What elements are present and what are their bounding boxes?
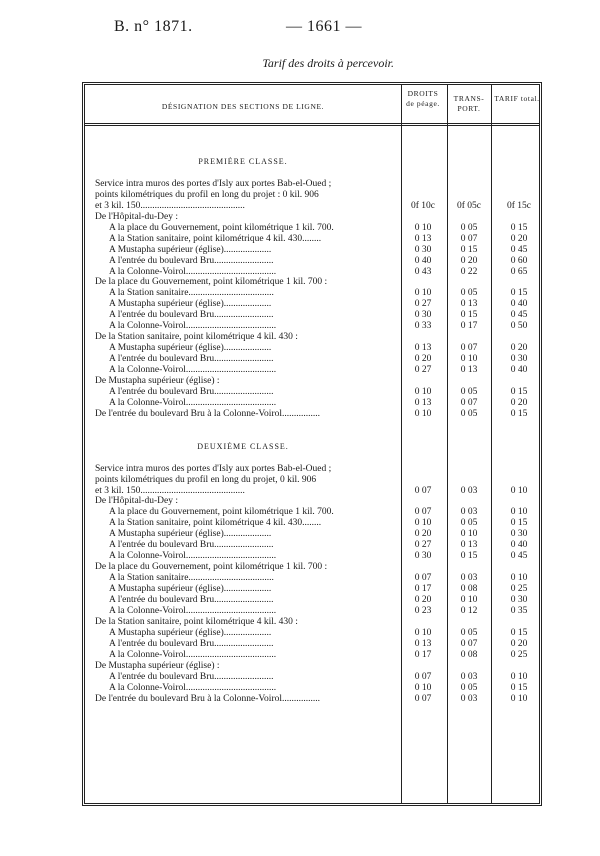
table-row (85, 245, 539, 255)
transport-value: 0 05 (460, 627, 478, 638)
designation: A la Station sanitaire, point kilométrique 4 kil. 430........ (109, 233, 322, 244)
total-value: 0 10 (510, 693, 528, 704)
section-label: PREMIÈRE CLASSE. (198, 157, 288, 166)
table-row (85, 518, 539, 528)
peage-value: 0 10 (414, 288, 432, 299)
table-row (85, 256, 539, 266)
designation: A la Colonne-Voirol...................................... (109, 321, 277, 332)
document-reference: B. n° 1871. (114, 18, 193, 35)
peage-value: 0 10 (414, 408, 432, 419)
peage-value: 0 30 (414, 551, 432, 562)
peage-value: 0 10 (414, 627, 432, 638)
table-row (85, 496, 539, 506)
designation: et 3 kil. 150............................................ (95, 485, 245, 496)
transport-value: 0 10 (460, 529, 478, 540)
transport-value: 0 13 (460, 299, 478, 310)
designation: A Mustapha supérieur (église).................... (109, 343, 272, 354)
total-value: 0 40 (510, 299, 528, 310)
peage-value: 0 33 (414, 321, 432, 332)
table-row (85, 486, 539, 496)
table-row (85, 409, 539, 419)
transport-value: 0 12 (460, 605, 478, 616)
transport-value: 0f 05c (456, 200, 481, 211)
total-value: 0 15 (510, 518, 528, 529)
table-row (85, 672, 539, 682)
designation: De la place du Gouvernement, point kilométrique 1 kil. 700 : (95, 277, 328, 288)
peage-value: 0 43 (414, 266, 432, 277)
peage-value: 0 30 (414, 244, 432, 255)
table-row (85, 365, 539, 375)
total-value: 0f 15c (506, 200, 531, 211)
total-value: 0 45 (510, 551, 528, 562)
total-value: 0 15 (510, 288, 528, 299)
designation: A l'entrée du boulevard Bru......................... (109, 671, 274, 682)
transport-value: 0 03 (460, 671, 478, 682)
table-row (85, 617, 539, 627)
total-value: 0 35 (510, 605, 528, 616)
peage-value: 0 20 (414, 354, 432, 365)
transport-value: 0 03 (460, 485, 478, 496)
designation: A la Colonne-Voirol...................................... (109, 605, 277, 616)
table-row (85, 179, 539, 189)
peage-value: 0 17 (414, 584, 432, 595)
table-row (85, 628, 539, 638)
table-row (85, 354, 539, 364)
peage-value: 0 07 (414, 507, 432, 518)
designation: De l'entrée du boulevard Bru à la Colonne-Voirol................ (95, 408, 320, 419)
total-value: 0 45 (510, 244, 528, 255)
total-value: 0 15 (510, 408, 528, 419)
header-total: TARIF total. (494, 94, 540, 103)
table-row (85, 332, 539, 342)
table-row (85, 277, 539, 287)
total-value: 0 50 (510, 321, 528, 332)
transport-value: 0 05 (460, 222, 478, 233)
table-row (85, 475, 539, 485)
transport-value: 0 05 (460, 518, 478, 529)
table-row (85, 573, 539, 583)
transport-value: 0 03 (460, 573, 478, 584)
transport-value: 0 05 (460, 386, 478, 397)
transport-value: 0 13 (460, 540, 478, 551)
total-value: 0 60 (510, 255, 528, 266)
table-row (85, 650, 539, 660)
transport-value: 0 13 (460, 365, 478, 376)
designation: A la Colonne-Voirol...................................... (109, 551, 277, 562)
table-row (85, 420, 539, 430)
header-peage: DROITS de péage. (406, 89, 440, 108)
transport-value: 0 22 (460, 266, 478, 277)
table-row (85, 595, 539, 605)
class-heading (85, 442, 539, 452)
table-row (85, 234, 539, 244)
designation: A la Station sanitaire.................................... (109, 288, 274, 299)
class-heading (85, 157, 539, 167)
peage-value: 0 20 (414, 595, 432, 605)
designation: A Mustapha supérieur (église).................... (109, 584, 272, 595)
designation: A l'entrée du boulevard Bru......................... (109, 540, 274, 551)
table-row (85, 212, 539, 222)
designation: A la Colonne-Voirol...................................... (109, 266, 277, 277)
designation: Service intra muros des portes d'Isly aux portes Bab-el-Oued ; (95, 463, 332, 474)
total-value: 0 45 (510, 310, 528, 321)
header-designation: DÉSIGNATION DES SECTIONS DE LIGNE. (161, 102, 325, 111)
transport-value: 0 07 (460, 233, 478, 244)
table-title: Tarif des droits à percevoir. (262, 56, 394, 70)
designation: A l'entrée du boulevard Bru......................... (109, 255, 274, 266)
designation: A la Colonne-Voirol...................................... (109, 682, 277, 693)
designation: A l'entrée du boulevard Bru......................... (109, 386, 274, 397)
table-row (85, 683, 539, 693)
peage-value: 0 10 (414, 518, 432, 529)
table-row (85, 321, 539, 331)
peage-value: 0 10 (414, 682, 432, 693)
peage-value: 0 13 (414, 233, 432, 244)
transport-value: 0 03 (460, 507, 478, 518)
total-value: 0 40 (510, 365, 528, 376)
designation: A l'entrée du boulevard Bru......................... (109, 310, 274, 321)
total-value: 0 65 (510, 266, 528, 277)
total-value: 0 15 (510, 682, 528, 693)
table-row (85, 584, 539, 594)
table-row (85, 223, 539, 233)
designation: points kilométriques du profil en long du projet : 0 kil. 906 (95, 189, 319, 200)
peage-value: 0 07 (414, 693, 432, 704)
peage-value: 0 07 (414, 573, 432, 584)
total-value: 0 15 (510, 222, 528, 233)
designation: A la Station sanitaire, point kilométrique 4 kil. 430........ (109, 518, 322, 529)
designation: et 3 kil. 150............................................ (95, 200, 245, 211)
total-value: 0 30 (510, 595, 528, 605)
total-value: 0 25 (510, 649, 528, 660)
table-row (85, 299, 539, 309)
transport-value: 0 05 (460, 408, 478, 419)
table-row (85, 190, 539, 200)
peage-value: 0 30 (414, 310, 432, 321)
header-transport: TRANS- PORT. (453, 94, 485, 113)
designation: De l'Hôpital-du-Dey : (95, 496, 178, 507)
peage-value: 0 13 (414, 638, 432, 649)
transport-value: 0 08 (460, 584, 478, 595)
transport-value: 0 17 (460, 321, 478, 332)
table-row (85, 551, 539, 561)
transport-value: 0 10 (460, 595, 478, 605)
total-value: 0 20 (510, 638, 528, 649)
table-row (85, 529, 539, 539)
page-number: — 1661 — (286, 18, 362, 35)
total-value: 0 10 (510, 485, 528, 496)
table-row (85, 661, 539, 671)
total-value: 0 20 (510, 397, 528, 408)
total-value: 0 10 (510, 573, 528, 584)
peage-value: 0 13 (414, 397, 432, 408)
peage-value: 0 10 (414, 386, 432, 397)
designation: De la Station sanitaire, point kilométrique 4 kil. 430 : (95, 332, 298, 343)
designation: De la place du Gouvernement, point kilométrique 1 kil. 700 : (95, 562, 328, 573)
peage-value: 0 27 (414, 299, 432, 310)
designation: De l'Hôpital-du-Dey : (95, 211, 178, 222)
peage-value: 0 20 (414, 529, 432, 540)
designation: A Mustapha supérieur (église).................... (109, 529, 272, 540)
total-value: 0 10 (510, 671, 528, 682)
table-row (85, 288, 539, 298)
designation: A Mustapha supérieur (église).................... (109, 299, 272, 310)
section-label: DEUXIÈME CLASSE. (197, 441, 289, 451)
peage-value: 0 23 (414, 605, 432, 616)
transport-value: 0 07 (460, 343, 478, 354)
designation: A Mustapha supérieur (église).................... (109, 244, 272, 255)
designation: De Mustapha supérieur (église) : (95, 660, 220, 671)
table-row (85, 453, 539, 463)
table-row (85, 168, 539, 178)
peage-value: 0 27 (414, 365, 432, 376)
transport-value: 0 15 (460, 310, 478, 321)
table-row (85, 639, 539, 649)
table-row (85, 267, 539, 277)
designation: A la Colonne-Voirol...................................... (109, 397, 277, 408)
transport-value: 0 05 (460, 288, 478, 299)
designation: A la place du Gouvernement, point kilométrique 1 kil. 700. (109, 507, 334, 518)
designation: De Mustapha supérieur (église) : (95, 376, 220, 386)
designation: A Mustapha supérieur (église).................... (109, 627, 272, 638)
table-row (85, 201, 539, 211)
peage-value: 0f 10c (410, 200, 435, 211)
table-row (85, 398, 539, 408)
total-value: 0 20 (510, 343, 528, 354)
tariff-table (82, 82, 542, 806)
designation: A l'entrée du boulevard Bru......................... (109, 595, 274, 605)
designation: A la Colonne-Voirol...................................... (109, 365, 277, 376)
table-row (85, 376, 539, 386)
designation: Service intra muros des portes d'Isly aux portes Bab-el-Oued ; (95, 178, 332, 189)
total-value: 0 25 (510, 584, 528, 595)
transport-value: 0 15 (460, 551, 478, 562)
transport-value: 0 20 (460, 255, 478, 266)
total-value: 0 15 (510, 386, 528, 397)
designation: A l'entrée du boulevard Bru......................... (109, 354, 274, 365)
total-value: 0 10 (510, 507, 528, 518)
transport-value: 0 08 (460, 649, 478, 660)
table-row (85, 310, 539, 320)
table-row (85, 343, 539, 353)
transport-value: 0 10 (460, 354, 478, 365)
header-divider (85, 123, 539, 126)
table-row (85, 562, 539, 572)
table-row (85, 694, 539, 704)
designation: De l'entrée du boulevard Bru à la Colonne-Voirol................ (95, 693, 320, 704)
table-row (85, 606, 539, 616)
total-value: 0 20 (510, 233, 528, 244)
peage-value: 0 27 (414, 540, 432, 551)
designation: A la Colonne-Voirol...................................... (109, 649, 277, 660)
transport-value: 0 03 (460, 693, 478, 704)
table-row (85, 464, 539, 474)
peage-value: 0 07 (414, 671, 432, 682)
peage-value: 0 17 (414, 649, 432, 660)
peage-value: 0 10 (414, 222, 432, 233)
table-row (85, 431, 539, 441)
designation: De la Station sanitaire, point kilométrique 4 kil. 430 : (95, 616, 298, 627)
peage-value: 0 40 (414, 255, 432, 266)
designation: A la place du Gouvernement, point kilométrique 1 kil. 700. (109, 222, 334, 233)
total-value: 0 40 (510, 540, 528, 551)
designation: points kilométriques du profil en long du projet, 0 kil. 906 (95, 474, 317, 485)
designation: A la Station sanitaire.................................... (109, 573, 274, 584)
transport-value: 0 05 (460, 682, 478, 693)
total-value: 0 30 (510, 529, 528, 540)
table-row (85, 387, 539, 397)
peage-value: 0 13 (414, 343, 432, 354)
transport-value: 0 07 (460, 638, 478, 649)
transport-value: 0 15 (460, 244, 478, 255)
table-row (85, 507, 539, 517)
total-value: 0 15 (510, 627, 528, 638)
designation: A l'entrée du boulevard Bru......................... (109, 638, 274, 649)
peage-value: 0 07 (414, 485, 432, 496)
total-value: 0 30 (510, 354, 528, 365)
transport-value: 0 07 (460, 397, 478, 408)
table-row (85, 540, 539, 550)
